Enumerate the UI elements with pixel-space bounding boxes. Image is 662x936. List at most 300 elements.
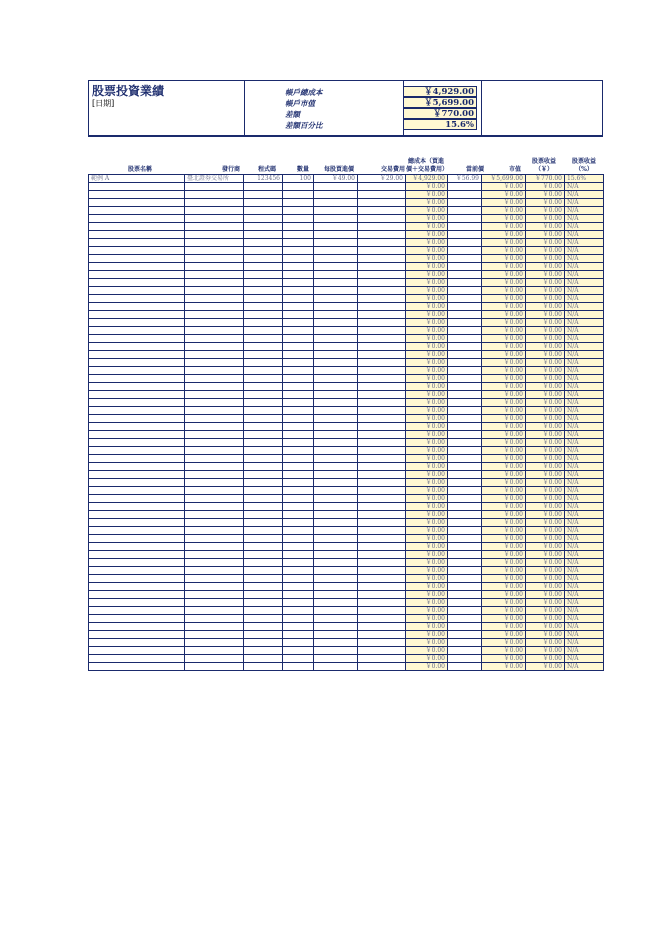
cell-qty[interactable] <box>282 583 313 590</box>
cell-market[interactable]: ￥0.00 <box>481 471 525 478</box>
cell-gain[interactable]: ￥0.00 <box>525 463 564 470</box>
cell-gain-pct[interactable]: N/A <box>564 263 604 270</box>
cell-current[interactable] <box>447 295 481 302</box>
cell-market[interactable]: ￥0.00 <box>481 327 525 334</box>
cell-qty[interactable] <box>282 295 313 302</box>
cell-issuer[interactable] <box>184 647 243 654</box>
cell-price[interactable] <box>313 343 357 350</box>
cell-price[interactable] <box>313 663 357 670</box>
cell-market[interactable]: ￥0.00 <box>481 263 525 270</box>
cell-market[interactable]: ￥0.00 <box>481 615 525 622</box>
cell-price[interactable] <box>313 327 357 334</box>
cell-code[interactable] <box>243 191 282 198</box>
cell-name[interactable] <box>88 559 184 566</box>
cell-qty[interactable] <box>282 239 313 246</box>
cell-issuer[interactable] <box>184 455 243 462</box>
cell-issuer[interactable] <box>184 463 243 470</box>
cell-gain[interactable]: ￥0.00 <box>525 351 564 358</box>
cell-market[interactable]: ￥0.00 <box>481 215 525 222</box>
cell-total[interactable]: ￥0.00 <box>405 199 447 206</box>
cell-current[interactable] <box>447 319 481 326</box>
cell-price[interactable] <box>313 479 357 486</box>
cell-code[interactable] <box>243 223 282 230</box>
cell-market[interactable]: ￥0.00 <box>481 551 525 558</box>
cell-name[interactable] <box>88 511 184 518</box>
cell-total[interactable]: ￥0.00 <box>405 567 447 574</box>
cell-code[interactable] <box>243 551 282 558</box>
cell-fee[interactable] <box>357 447 405 454</box>
cell-name[interactable] <box>88 191 184 198</box>
cell-issuer[interactable] <box>184 359 243 366</box>
cell-name[interactable] <box>88 495 184 502</box>
cell-market[interactable]: ￥0.00 <box>481 655 525 662</box>
cell-current[interactable] <box>447 455 481 462</box>
cell-code[interactable] <box>243 479 282 486</box>
cell-gain-pct[interactable]: N/A <box>564 287 604 294</box>
cell-market[interactable]: ￥0.00 <box>481 639 525 646</box>
cell-code[interactable] <box>243 455 282 462</box>
cell-total[interactable]: ￥0.00 <box>405 463 447 470</box>
cell-fee[interactable] <box>357 279 405 286</box>
cell-current[interactable] <box>447 495 481 502</box>
cell-price[interactable] <box>313 431 357 438</box>
cell-gain-pct[interactable]: N/A <box>564 295 604 302</box>
cell-gain[interactable]: ￥0.00 <box>525 599 564 606</box>
cell-market[interactable]: ￥0.00 <box>481 463 525 470</box>
cell-current[interactable] <box>447 399 481 406</box>
cell-code[interactable] <box>243 207 282 214</box>
cell-gain-pct[interactable]: N/A <box>564 223 604 230</box>
cell-current[interactable] <box>447 623 481 630</box>
cell-fee[interactable] <box>357 551 405 558</box>
cell-name[interactable] <box>88 567 184 574</box>
cell-fee[interactable] <box>357 455 405 462</box>
cell-current[interactable] <box>447 327 481 334</box>
cell-price[interactable] <box>313 599 357 606</box>
cell-fee[interactable] <box>357 191 405 198</box>
cell-issuer[interactable] <box>184 383 243 390</box>
cell-gain[interactable]: ￥0.00 <box>525 655 564 662</box>
cell-gain-pct[interactable]: N/A <box>564 279 604 286</box>
cell-market[interactable]: ￥0.00 <box>481 559 525 566</box>
cell-fee[interactable] <box>357 479 405 486</box>
cell-code[interactable] <box>243 543 282 550</box>
cell-name[interactable] <box>88 575 184 582</box>
cell-total[interactable]: ￥0.00 <box>405 615 447 622</box>
cell-name[interactable] <box>88 455 184 462</box>
cell-current[interactable] <box>447 207 481 214</box>
cell-code[interactable] <box>243 231 282 238</box>
cell-gain-pct[interactable]: N/A <box>564 239 604 246</box>
cell-code[interactable] <box>243 575 282 582</box>
cell-code[interactable] <box>243 375 282 382</box>
cell-issuer[interactable] <box>184 279 243 286</box>
cell-total[interactable]: ￥0.00 <box>405 303 447 310</box>
cell-name[interactable]: 範例 A <box>88 175 184 182</box>
cell-name[interactable] <box>88 351 184 358</box>
cell-price[interactable] <box>313 511 357 518</box>
cell-market[interactable]: ￥0.00 <box>481 391 525 398</box>
cell-issuer[interactable] <box>184 543 243 550</box>
cell-gain[interactable]: ￥0.00 <box>525 519 564 526</box>
cell-code[interactable] <box>243 391 282 398</box>
cell-name[interactable] <box>88 271 184 278</box>
cell-current[interactable] <box>447 479 481 486</box>
cell-gain[interactable]: ￥0.00 <box>525 319 564 326</box>
cell-gain[interactable]: ￥0.00 <box>525 303 564 310</box>
cell-current[interactable] <box>447 519 481 526</box>
cell-price[interactable] <box>313 223 357 230</box>
cell-fee[interactable] <box>357 559 405 566</box>
cell-total[interactable]: ￥0.00 <box>405 367 447 374</box>
cell-name[interactable] <box>88 359 184 366</box>
cell-total[interactable]: ￥0.00 <box>405 663 447 670</box>
cell-name[interactable] <box>88 407 184 414</box>
cell-qty[interactable] <box>282 423 313 430</box>
cell-fee[interactable] <box>357 247 405 254</box>
cell-code[interactable] <box>243 343 282 350</box>
cell-price[interactable] <box>313 407 357 414</box>
cell-gain-pct[interactable]: N/A <box>564 183 604 190</box>
cell-issuer[interactable] <box>184 247 243 254</box>
cell-gain[interactable]: ￥0.00 <box>525 591 564 598</box>
cell-name[interactable] <box>88 591 184 598</box>
cell-current[interactable] <box>447 607 481 614</box>
cell-market[interactable]: ￥5,699.00 <box>481 175 525 182</box>
cell-gain[interactable]: ￥0.00 <box>525 479 564 486</box>
cell-gain[interactable]: ￥0.00 <box>525 247 564 254</box>
cell-qty[interactable] <box>282 351 313 358</box>
cell-gain-pct[interactable]: N/A <box>564 359 604 366</box>
cell-code[interactable] <box>243 487 282 494</box>
cell-total[interactable]: ￥0.00 <box>405 639 447 646</box>
cell-current[interactable] <box>447 575 481 582</box>
cell-fee[interactable] <box>357 495 405 502</box>
cell-issuer[interactable] <box>184 567 243 574</box>
cell-market[interactable]: ￥0.00 <box>481 423 525 430</box>
cell-name[interactable] <box>88 215 184 222</box>
cell-market[interactable]: ￥0.00 <box>481 663 525 670</box>
cell-issuer[interactable] <box>184 527 243 534</box>
cell-gain-pct[interactable]: N/A <box>564 639 604 646</box>
cell-code[interactable] <box>243 527 282 534</box>
cell-name[interactable] <box>88 551 184 558</box>
cell-current[interactable] <box>447 535 481 542</box>
cell-total[interactable]: ￥0.00 <box>405 383 447 390</box>
cell-name[interactable] <box>88 623 184 630</box>
cell-gain[interactable]: ￥0.00 <box>525 215 564 222</box>
cell-gain[interactable]: ￥0.00 <box>525 551 564 558</box>
cell-fee[interactable] <box>357 431 405 438</box>
cell-current[interactable] <box>447 287 481 294</box>
cell-qty[interactable] <box>282 455 313 462</box>
cell-qty[interactable] <box>282 311 313 318</box>
cell-name[interactable] <box>88 199 184 206</box>
cell-fee[interactable] <box>357 487 405 494</box>
cell-name[interactable] <box>88 303 184 310</box>
cell-market[interactable]: ￥0.00 <box>481 191 525 198</box>
cell-price[interactable] <box>313 615 357 622</box>
cell-total[interactable]: ￥0.00 <box>405 471 447 478</box>
cell-gain-pct[interactable]: N/A <box>564 631 604 638</box>
cell-price[interactable] <box>313 375 357 382</box>
cell-market[interactable]: ￥0.00 <box>481 383 525 390</box>
cell-qty[interactable] <box>282 263 313 270</box>
cell-market[interactable]: ￥0.00 <box>481 607 525 614</box>
cell-price[interactable] <box>313 391 357 398</box>
cell-gain-pct[interactable]: N/A <box>564 215 604 222</box>
cell-total[interactable]: ￥0.00 <box>405 495 447 502</box>
cell-price[interactable] <box>313 311 357 318</box>
cell-total[interactable]: ￥0.00 <box>405 335 447 342</box>
cell-price[interactable] <box>313 463 357 470</box>
cell-qty[interactable] <box>282 575 313 582</box>
cell-current[interactable] <box>447 303 481 310</box>
cell-gain-pct[interactable]: N/A <box>564 335 604 342</box>
cell-gain[interactable]: ￥0.00 <box>525 447 564 454</box>
cell-gain-pct[interactable]: N/A <box>564 583 604 590</box>
cell-total[interactable]: ￥0.00 <box>405 255 447 262</box>
cell-market[interactable]: ￥0.00 <box>481 407 525 414</box>
cell-code[interactable] <box>243 655 282 662</box>
cell-fee[interactable] <box>357 391 405 398</box>
cell-gain-pct[interactable]: N/A <box>564 471 604 478</box>
cell-issuer[interactable] <box>184 607 243 614</box>
cell-qty[interactable] <box>282 407 313 414</box>
difference-value[interactable]: ￥770.00 <box>404 108 477 119</box>
cell-qty[interactable] <box>282 231 313 238</box>
cell-code[interactable] <box>243 407 282 414</box>
cell-gain[interactable]: ￥0.00 <box>525 199 564 206</box>
cell-market[interactable]: ￥0.00 <box>481 647 525 654</box>
cell-market[interactable]: ￥0.00 <box>481 487 525 494</box>
cell-fee[interactable] <box>357 607 405 614</box>
cell-fee[interactable] <box>357 239 405 246</box>
cell-code[interactable] <box>243 567 282 574</box>
cell-market[interactable]: ￥0.00 <box>481 231 525 238</box>
cell-qty[interactable] <box>282 399 313 406</box>
cell-total[interactable]: ￥0.00 <box>405 295 447 302</box>
cell-gain[interactable]: ￥0.00 <box>525 431 564 438</box>
cell-current[interactable] <box>447 415 481 422</box>
cell-gain-pct[interactable]: N/A <box>564 303 604 310</box>
cell-code[interactable] <box>243 519 282 526</box>
cell-code[interactable] <box>243 239 282 246</box>
cell-gain[interactable]: ￥0.00 <box>525 415 564 422</box>
cell-total[interactable]: ￥0.00 <box>405 519 447 526</box>
cell-market[interactable]: ￥0.00 <box>481 351 525 358</box>
cell-total[interactable]: ￥0.00 <box>405 311 447 318</box>
cell-total[interactable]: ￥0.00 <box>405 375 447 382</box>
cell-fee[interactable] <box>357 423 405 430</box>
cell-gain[interactable]: ￥0.00 <box>525 631 564 638</box>
cell-qty[interactable] <box>282 327 313 334</box>
cell-price[interactable] <box>313 527 357 534</box>
cell-market[interactable]: ￥0.00 <box>481 303 525 310</box>
cell-name[interactable] <box>88 335 184 342</box>
cell-issuer[interactable] <box>184 519 243 526</box>
cell-total[interactable]: ￥0.00 <box>405 207 447 214</box>
cell-total[interactable]: ￥0.00 <box>405 631 447 638</box>
cell-fee[interactable] <box>357 407 405 414</box>
cell-name[interactable] <box>88 247 184 254</box>
cell-name[interactable] <box>88 663 184 670</box>
cell-issuer[interactable] <box>184 399 243 406</box>
cell-code[interactable] <box>243 271 282 278</box>
cell-gain[interactable]: ￥0.00 <box>525 455 564 462</box>
cell-market[interactable]: ￥0.00 <box>481 455 525 462</box>
cell-gain-pct[interactable]: N/A <box>564 343 604 350</box>
cell-fee[interactable] <box>357 463 405 470</box>
cell-total[interactable]: ￥0.00 <box>405 263 447 270</box>
cell-fee[interactable] <box>357 663 405 670</box>
cell-market[interactable]: ￥0.00 <box>481 375 525 382</box>
cell-gain-pct[interactable]: N/A <box>564 559 604 566</box>
cell-market[interactable]: ￥0.00 <box>481 543 525 550</box>
cell-code[interactable] <box>243 415 282 422</box>
cell-qty[interactable] <box>282 431 313 438</box>
cell-issuer[interactable] <box>184 663 243 670</box>
cell-issuer[interactable] <box>184 583 243 590</box>
cell-qty[interactable] <box>282 631 313 638</box>
cell-name[interactable] <box>88 447 184 454</box>
cell-qty[interactable] <box>282 471 313 478</box>
cell-issuer[interactable] <box>184 439 243 446</box>
cell-code[interactable] <box>243 631 282 638</box>
cell-current[interactable] <box>447 263 481 270</box>
cell-gain-pct[interactable]: N/A <box>564 255 604 262</box>
cell-current[interactable] <box>447 423 481 430</box>
cell-qty[interactable] <box>282 655 313 662</box>
cell-price[interactable] <box>313 631 357 638</box>
cell-issuer[interactable] <box>184 479 243 486</box>
cell-market[interactable]: ￥0.00 <box>481 479 525 486</box>
cell-market[interactable]: ￥0.00 <box>481 399 525 406</box>
cell-price[interactable] <box>313 607 357 614</box>
cell-issuer[interactable] <box>184 623 243 630</box>
cell-current[interactable] <box>447 583 481 590</box>
cell-fee[interactable] <box>357 439 405 446</box>
cell-total[interactable]: ￥0.00 <box>405 423 447 430</box>
cell-qty[interactable] <box>282 527 313 534</box>
cell-gain[interactable]: ￥0.00 <box>525 263 564 270</box>
cell-issuer[interactable] <box>184 575 243 582</box>
cell-issuer[interactable] <box>184 303 243 310</box>
cell-gain-pct[interactable]: N/A <box>564 231 604 238</box>
cell-market[interactable]: ￥0.00 <box>481 535 525 542</box>
cell-gain[interactable]: ￥0.00 <box>525 503 564 510</box>
cell-fee[interactable] <box>357 415 405 422</box>
cell-name[interactable] <box>88 583 184 590</box>
cell-code[interactable] <box>243 503 282 510</box>
cell-market[interactable]: ￥0.00 <box>481 519 525 526</box>
cell-gain-pct[interactable]: N/A <box>564 351 604 358</box>
cell-market[interactable]: ￥0.00 <box>481 431 525 438</box>
cell-name[interactable] <box>88 231 184 238</box>
cell-market[interactable]: ￥0.00 <box>481 239 525 246</box>
cell-gain[interactable]: ￥0.00 <box>525 391 564 398</box>
cell-price[interactable] <box>313 567 357 574</box>
cell-code[interactable] <box>243 511 282 518</box>
cell-qty[interactable] <box>282 335 313 342</box>
cell-code[interactable] <box>243 327 282 334</box>
cell-price[interactable] <box>313 583 357 590</box>
cell-issuer[interactable]: 臺北證券交易所 <box>184 175 243 182</box>
cell-total[interactable]: ￥0.00 <box>405 279 447 286</box>
cell-qty[interactable] <box>282 359 313 366</box>
cell-name[interactable] <box>88 343 184 350</box>
cell-total[interactable]: ￥0.00 <box>405 223 447 230</box>
cell-current[interactable] <box>447 383 481 390</box>
cell-code[interactable] <box>243 535 282 542</box>
cell-name[interactable] <box>88 527 184 534</box>
cell-price[interactable] <box>313 383 357 390</box>
cell-market[interactable]: ￥0.00 <box>481 247 525 254</box>
cell-qty[interactable] <box>282 415 313 422</box>
cell-name[interactable] <box>88 615 184 622</box>
cell-fee[interactable] <box>357 639 405 646</box>
cell-total[interactable]: ￥0.00 <box>405 215 447 222</box>
cell-code[interactable] <box>243 183 282 190</box>
cell-current[interactable] <box>447 447 481 454</box>
cell-current[interactable] <box>447 183 481 190</box>
cell-market[interactable]: ￥0.00 <box>481 279 525 286</box>
cell-fee[interactable] <box>357 367 405 374</box>
cell-gain[interactable]: ￥0.00 <box>525 615 564 622</box>
cell-qty[interactable] <box>282 551 313 558</box>
cell-total[interactable]: ￥0.00 <box>405 439 447 446</box>
cell-price[interactable] <box>313 575 357 582</box>
cell-gain-pct[interactable]: N/A <box>564 247 604 254</box>
cell-gain-pct[interactable]: N/A <box>564 615 604 622</box>
cell-current[interactable] <box>447 615 481 622</box>
cell-total[interactable]: ￥0.00 <box>405 591 447 598</box>
cell-code[interactable] <box>243 423 282 430</box>
cell-market[interactable]: ￥0.00 <box>481 359 525 366</box>
cell-qty[interactable] <box>282 599 313 606</box>
cell-gain[interactable]: ￥0.00 <box>525 271 564 278</box>
cell-fee[interactable] <box>357 583 405 590</box>
cell-qty[interactable] <box>282 391 313 398</box>
cell-qty[interactable] <box>282 255 313 262</box>
cell-gain[interactable]: ￥0.00 <box>525 423 564 430</box>
cell-gain-pct[interactable]: N/A <box>564 439 604 446</box>
cell-name[interactable] <box>88 367 184 374</box>
cell-fee[interactable] <box>357 327 405 334</box>
cell-gain-pct[interactable]: N/A <box>564 327 604 334</box>
cell-price[interactable] <box>313 535 357 542</box>
cell-issuer[interactable] <box>184 511 243 518</box>
cell-market[interactable]: ￥0.00 <box>481 503 525 510</box>
cell-gain-pct[interactable]: N/A <box>564 551 604 558</box>
cell-code[interactable] <box>243 247 282 254</box>
cell-price[interactable] <box>313 303 357 310</box>
cell-total[interactable]: ￥0.00 <box>405 431 447 438</box>
cell-market[interactable]: ￥0.00 <box>481 343 525 350</box>
cell-total[interactable]: ￥0.00 <box>405 511 447 518</box>
cell-price[interactable] <box>313 215 357 222</box>
cell-issuer[interactable] <box>184 503 243 510</box>
cell-fee[interactable] <box>357 199 405 206</box>
cell-gain[interactable]: ￥0.00 <box>525 239 564 246</box>
cell-total[interactable]: ￥0.00 <box>405 503 447 510</box>
cell-gain-pct[interactable]: N/A <box>564 407 604 414</box>
cell-fee[interactable] <box>357 591 405 598</box>
cell-issuer[interactable] <box>184 223 243 230</box>
cell-gain-pct[interactable]: N/A <box>564 543 604 550</box>
cell-gain[interactable]: ￥770.00 <box>525 175 564 182</box>
cell-gain[interactable]: ￥0.00 <box>525 367 564 374</box>
